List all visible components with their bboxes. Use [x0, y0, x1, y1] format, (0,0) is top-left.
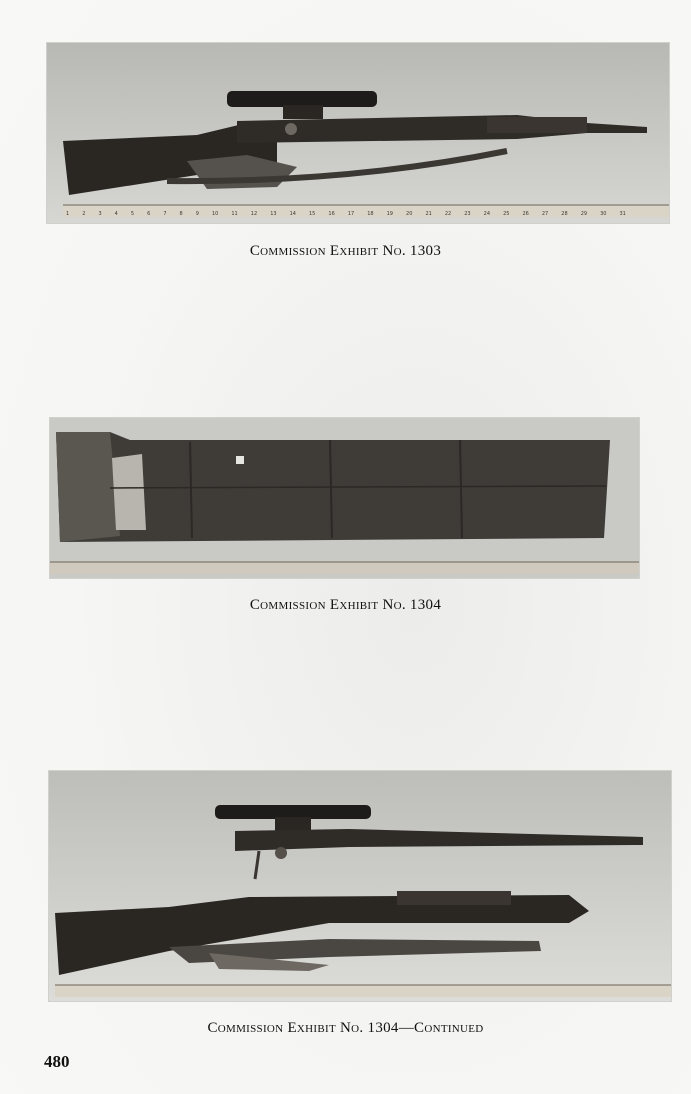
- ruler-number: 31: [619, 211, 626, 217]
- ruler-number: 29: [580, 211, 588, 217]
- ruler-number: 17: [347, 211, 355, 217]
- ruler-number: 28: [561, 211, 568, 217]
- photo-exhibit-1304-continued: [48, 770, 672, 1002]
- photo-exhibit-1303: [46, 42, 670, 224]
- ruler-number: 6: [147, 211, 151, 217]
- disassembled-rifle-image: [49, 771, 671, 1001]
- caption-exhibit-1303: Commission Exhibit No. 1303: [249, 243, 442, 259]
- caption-exhibit-1304-continued: Commission Exhibit No. 1304—Continued: [207, 1020, 484, 1036]
- caption-exhibit-1304: Commission Exhibit No. 1304: [249, 597, 442, 613]
- blanket-photo-image: [50, 418, 639, 578]
- ruler-number: 22: [444, 211, 452, 217]
- ruler-number: 11: [231, 211, 238, 217]
- ruler-number: 18: [367, 211, 374, 217]
- ruler-number: 30: [600, 211, 607, 217]
- ruler-number: 25: [503, 211, 510, 217]
- ruler-number: 16: [328, 211, 335, 217]
- ruler-number: 3: [98, 211, 102, 217]
- ruler-number: 21: [425, 211, 432, 217]
- ruler-number: 5: [130, 211, 135, 217]
- ruler-number: 10: [211, 211, 219, 217]
- ruler-labels: [66, 211, 626, 221]
- ruler-number: 12: [250, 211, 258, 217]
- ruler-number: 13: [270, 211, 277, 217]
- ruler-number: 9: [195, 211, 199, 217]
- ruler-number: 1: [66, 211, 70, 217]
- ruler-number: 4: [114, 211, 118, 217]
- ruler-number: 14: [289, 211, 296, 217]
- ruler-number: 2: [82, 211, 86, 217]
- ruler-number: 19: [386, 211, 393, 217]
- ruler-number: 7: [163, 211, 167, 217]
- ruler-number: 15: [309, 211, 316, 217]
- ruler-number: 27: [541, 211, 549, 217]
- ruler-number: 23: [464, 211, 471, 217]
- ruler-number: 20: [406, 211, 413, 217]
- rifle-photo-image: [47, 43, 669, 223]
- ruler-number: 26: [522, 211, 529, 217]
- ruler-number: 8: [179, 211, 183, 217]
- page-number: 480: [44, 1052, 70, 1071]
- ruler-number: 24: [483, 211, 491, 217]
- photo-exhibit-1304: [49, 417, 640, 579]
